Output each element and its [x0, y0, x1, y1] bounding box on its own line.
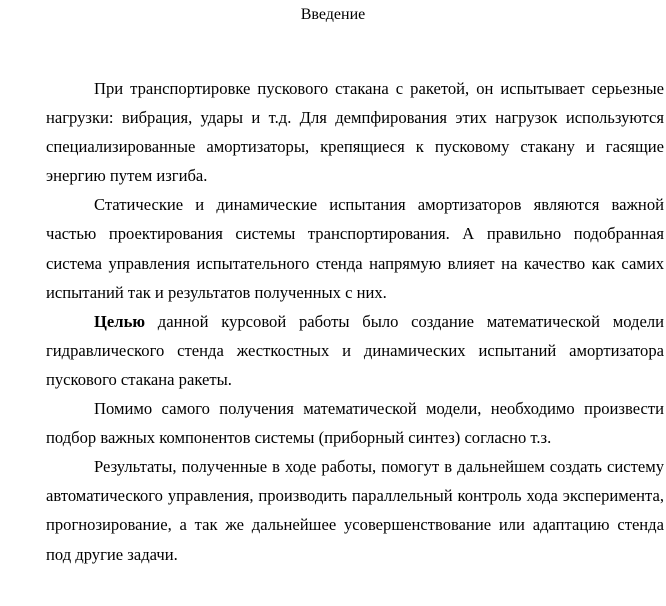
- paragraph-2: Статические и динамические испытания амортизаторов являются важной частью проектирования системы транспортирования. А правильно подобранная система управления испытательного стенда напрямую влияет на качество как самих испытаний так и результатов полученных с них.: [46, 195, 664, 302]
- section-title: Введение: [300, 6, 366, 23]
- paragraph-3: [46, 307, 664, 394]
- paragraph-1: При транспортировке пускового стакана с ракетой, он испытывает серьезные нагрузки: вибрация, удары и т.д. Для демпфирования этих нагрузок используются специализированные амортизаторы, крепящиеся к пусковому стакану и гасящие энергию путем изгиба.: [46, 79, 664, 186]
- paragraph-5: Результаты, полученные в ходе работы, помогут в дальнейшем создать систему автоматического управления, производить параллельный контроль хода эксперимента, прогнозирование, а так же дальнейшее усовершенствование или адаптацию стенда под другие задачи.: [46, 457, 664, 564]
- document-body: [46, 74, 664, 569]
- paragraph-4: Помимо самого получения математической модели, необходимо произвести подбор важных компонентов системы (приборный синтез) согласно т.з.: [46, 399, 664, 448]
- paragraph-3-text: данной курсовой работы было создание математической модели гидравлического стенда жесткостных и динамических испытаний амортизатора пускового стакана ракеты.: [46, 311, 664, 389]
- goal-keyword: Целью: [94, 311, 146, 331]
